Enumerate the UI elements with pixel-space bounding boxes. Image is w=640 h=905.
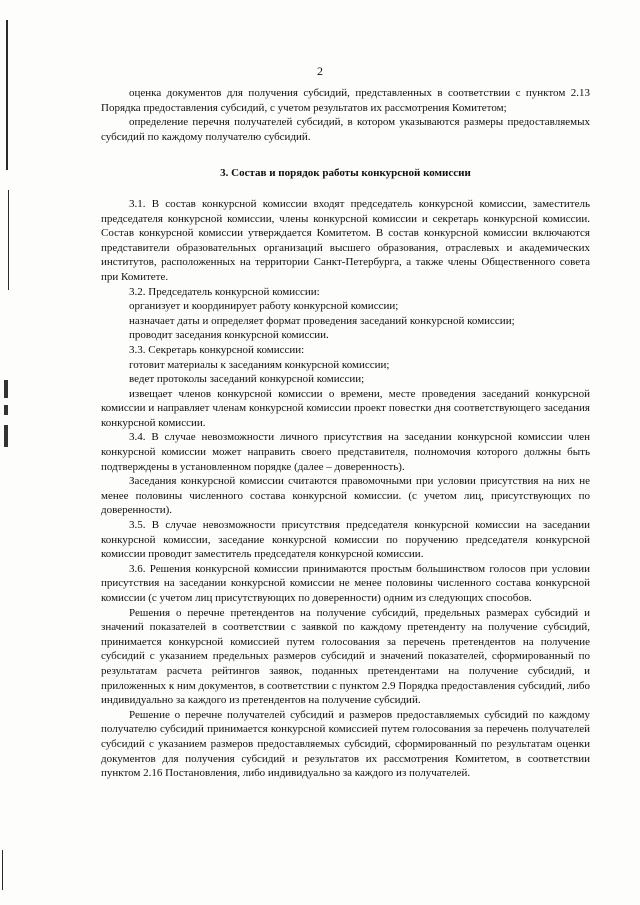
- section-heading: 3. Состав и порядок работы конкурсной комиссии: [220, 167, 471, 180]
- document-body: [101, 86, 590, 781]
- paragraph: 3.6. Решения конкурсной комиссии принимаются простым большинством голосов при условии присутствия на заседании конкурсной комиссии не менее половины численного состава конкурсной комиссии (с учетом лиц присутствующих по доверенности) одним из следующих способов.: [101, 562, 590, 604]
- paragraph: 3.1. В состав конкурсной комиссии входят председатель конкурсной комиссии, заместитель председателя конкурсной комиссии, члены конкурсной комиссии и секретарь конкурсной комиссии. Состав конкурсной комиссии утверждается Комитетом. В состав конкурсной комиссии включаются представители образовательных организаций высшего образования, отраслевых и академических институтов, расположенных на территории Санкт-Петербурга, а также члены Общественного совета при Комитете.: [101, 197, 590, 283]
- page-number: 2: [317, 64, 323, 78]
- list-item: ведет протоколы заседаний конкурсной комиссии;: [129, 373, 365, 386]
- list-item: готовит материалы к заседаниям конкурсной комиссии;: [129, 358, 390, 371]
- scan-edge-artifact: [8, 190, 9, 290]
- scan-edge-artifact: [4, 425, 8, 447]
- scan-edge-artifact: [4, 405, 8, 415]
- paragraph: 3.3. Секретарь конкурсной комиссии:: [129, 343, 305, 356]
- paragraph: Решения о перечне претендентов на получение субсидий, предельных размерах субсидий и значений показателей в соответствии с заявкой по каждому претенденту на получение субсидий, принимается конкурсной комиссией путем голосования за перечень претендентов на получение субсидий с указанием предельных размеров субсидий и значений показателей, сформированный по результатам расчета рейтингов заявок, поданных претендентами на получение субсидий, и приложенных к ним документов, в соответствии с пунктом 2.9 Порядка предоставления субсидий, либо индивидуально за каждого из претендентов на получение субсидий.: [101, 606, 590, 707]
- paragraph: оценка документов для получения субсидий, представленных в соответствии с пунктом 2.13 Порядка предоставления субсидий, с учетом результатов их рассмотрения Комитетом;: [101, 87, 590, 114]
- paragraph: Решение о перечне получателей субсидий и размеров предоставляемых субсидий по каждому получателю субсидий принимается конкурсной комиссией путем голосования за перечень получателей субсидий с указанием размеров предоставляемых субсидий, сформированный по результатам оценки документов для получения субсидий и результатов их рассмотрения Комитетом, в соответствии пунктом 2.16 Постановления, либо индивидуально за каждого из получателей.: [101, 708, 590, 780]
- paragraph: 3.5. В случае невозможности присутствия председателя конкурсной комиссии на заседании конкурсной комиссии, заседание конкурсной комиссии по поручению председателя конкурсной комиссии проводит заместитель председателя конкурсной комиссии.: [101, 519, 590, 561]
- paragraph: определение перечня получателей субсидий, в котором указываются размеры предоставляемых субсидий по каждому получателю субсидий.: [101, 116, 590, 143]
- list-item: организует и координирует работу конкурсной комиссии;: [129, 300, 399, 313]
- paragraph: 3.2. Председатель конкурсной комиссии:: [129, 285, 320, 298]
- paragraph: Заседания конкурсной комиссии считаются правомочными при условии присутствия на них не менее половины численного состава конкурсной комиссии. (с учетом лиц, присутствующих по доверенности).: [101, 475, 590, 517]
- scan-edge-artifact: [4, 380, 8, 398]
- scan-edge-artifact: [6, 20, 8, 170]
- list-item: извещает членов конкурсной комиссии о времени, месте проведения заседаний конкурсной комиссии и направляет членам конкурсной комиссии проект повестки дня соответствующего заседания конкурсной комиссии.: [101, 387, 590, 429]
- scan-edge-artifact: [2, 850, 3, 890]
- list-item: проводит заседания конкурсной комиссии.: [129, 329, 329, 342]
- list-item: назначает даты и определяет формат проведения заседаний конкурсной комиссии;: [129, 314, 515, 327]
- paragraph: 3.4. В случае невозможности личного присутствия на заседании конкурсной комиссии член конкурсной комиссии может направить своего представителя, полномочия которого должны быть подтверждены в установленном порядке (далее – доверенность).: [101, 431, 590, 473]
